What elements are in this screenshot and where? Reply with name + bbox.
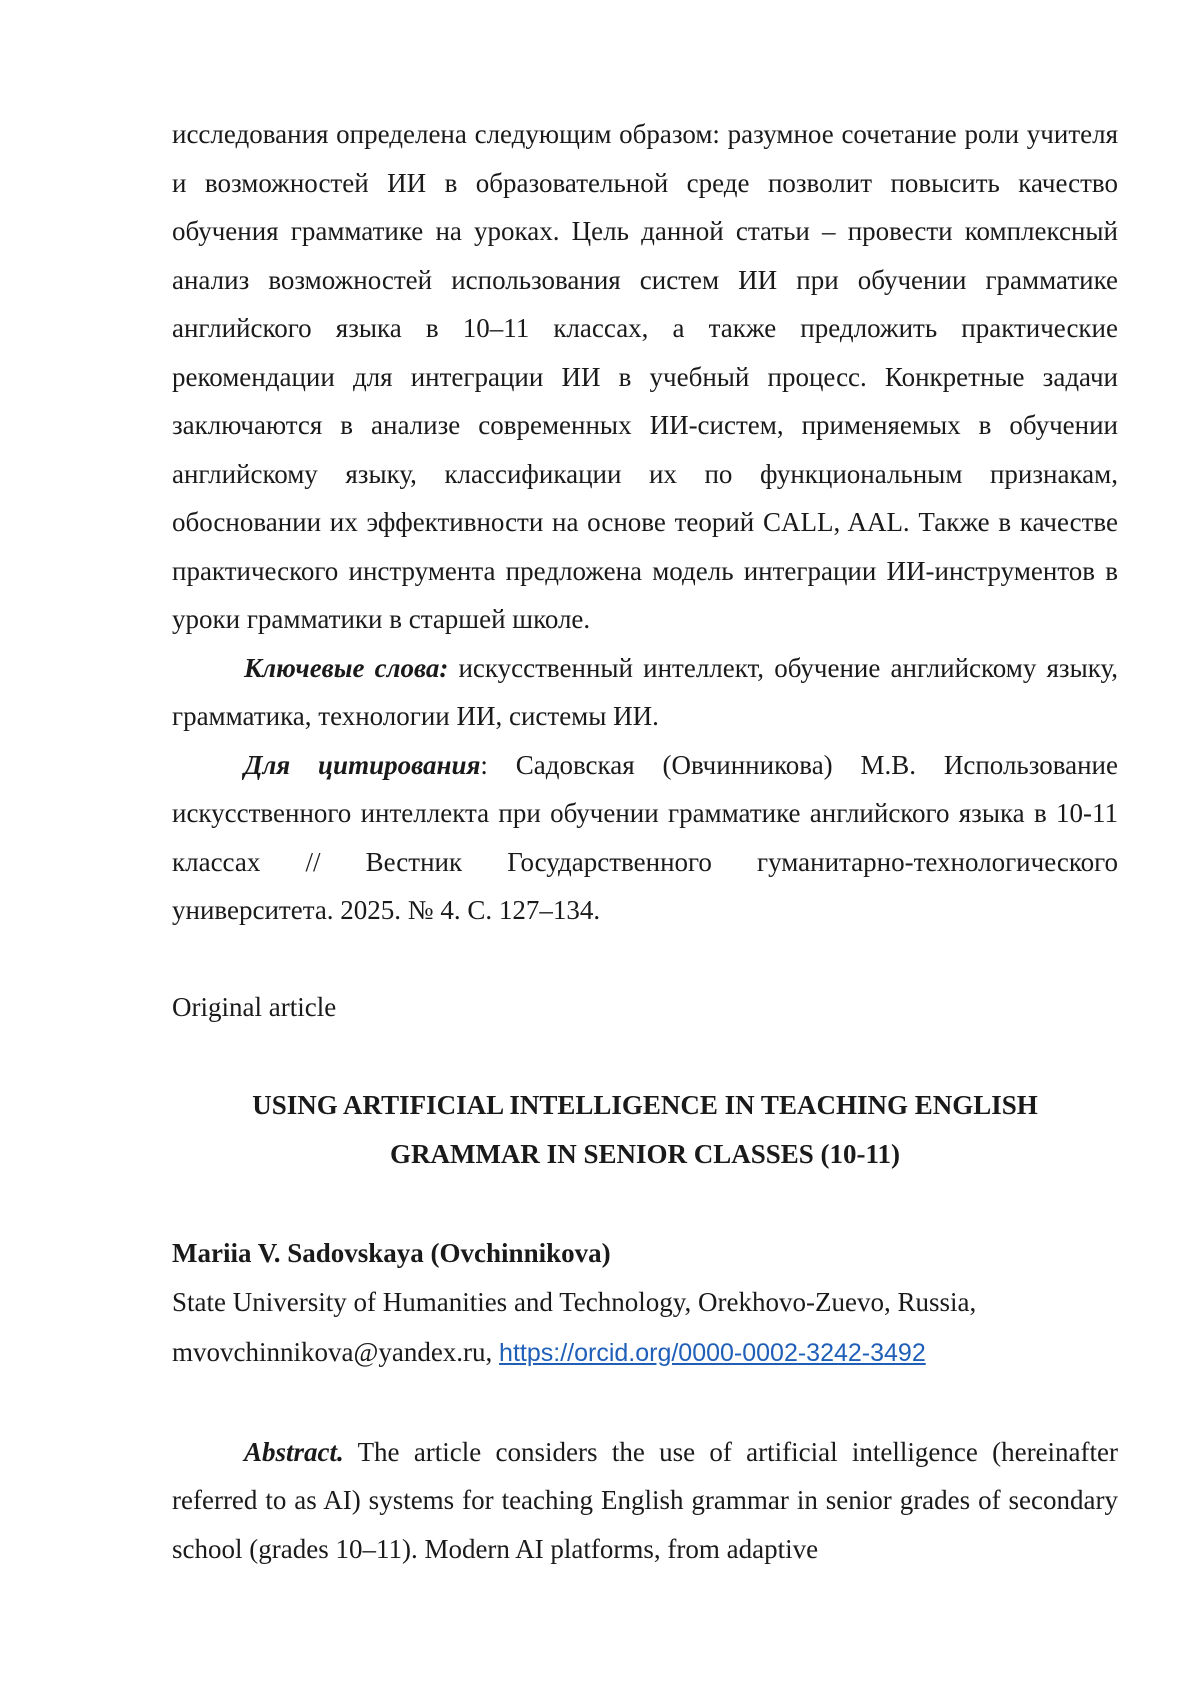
citation-label: Для цитирования — [244, 749, 481, 780]
keywords-text: искусственный интеллект, обучение английскому языку, грамматика, технологии ИИ, системы ИИ. — [172, 652, 1118, 731]
author-email: mvovchinnikova@yandex.ru, — [172, 1336, 500, 1367]
citation-paragraph — [172, 741, 1118, 935]
abstract-label: Abstract. — [244, 1436, 344, 1467]
article-title-line-2: GRAMMAR IN SENIOR CLASSES (10-11) — [389, 1138, 901, 1169]
abstract-paragraph — [172, 1428, 1118, 1574]
orcid-link[interactable]: https://orcid.org/0000-0002-3242-3492 — [499, 1338, 926, 1367]
spacer — [172, 1378, 1118, 1428]
article-type: Original article — [172, 991, 337, 1022]
keywords-paragraph — [172, 644, 1118, 741]
spacer — [172, 1031, 1118, 1081]
page-body — [172, 110, 1118, 1573]
author-contacts — [172, 1327, 1118, 1378]
intro-text: исследования определена следующим образом: разумное сочетание роли учителя и возможностей ИИ в образовательной среде позволит повысить качество обучения грамматике на уроках. Цель данной статьи – провести комплексный анализ возможностей использования систем ИИ при обучении грамматике английского языка в 10–11 классах, а также предложить практические рекомендации для интеграции ИИ в учебный процесс. Конкретные задачи заключаются в анализе современных ИИ-систем, применяемых в обучении английскому языку, классификации их по функциональным признакам, обосновании их эффективности на основе теорий CALL, AAL. Также в качестве практического инструмента предложена модель интеграции ИИ-инструментов в уроки грамматики в старшей школе. — [172, 119, 1118, 634]
spacer — [172, 1179, 1118, 1229]
article-title-line-1: USING ARTIFICIAL INTELLIGENCE IN TEACHING ENGLISH — [252, 1089, 1038, 1120]
citation-text: : Садовская (Овчинникова) М.В. Использование искусственного интеллекта при обучении грамматике английского языка в 10-11 классах // Вестник Государственного гуманитарно-технологического университета. 2025. № 4. С. 127–134. — [172, 749, 1118, 925]
abstract-text: The article considers the use of artificial intelligence (hereinafter referred to as AI) systems for teaching English grammar in senior grades of secondary school (grades 10–11). Modern AI platforms, from adaptive — [172, 1436, 1118, 1564]
keywords-label: Ключевые слова: — [244, 652, 449, 683]
spacer — [172, 935, 1118, 983]
intro-paragraph — [172, 110, 1118, 644]
author-affiliation: State University of Humanities and Technology, Orekhovo-Zuevo, Russia, — [172, 1286, 977, 1317]
author-name: Mariia V. Sadovskaya (Ovchinnikova) — [172, 1237, 611, 1268]
